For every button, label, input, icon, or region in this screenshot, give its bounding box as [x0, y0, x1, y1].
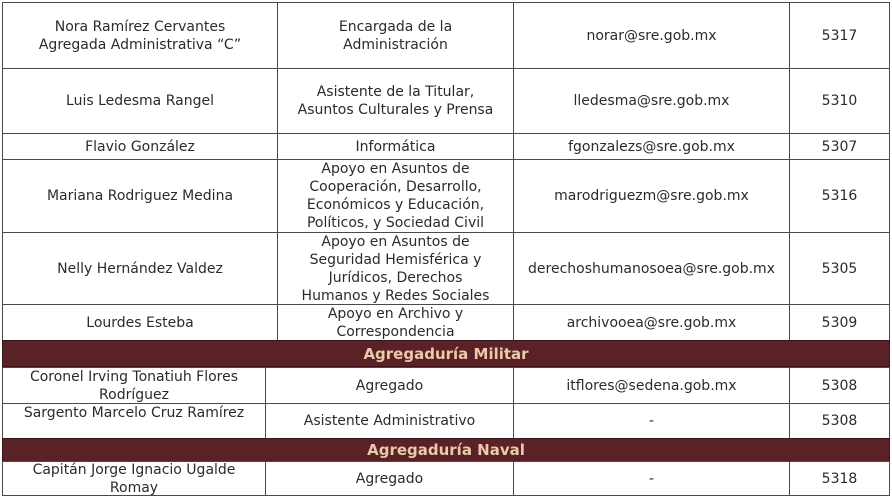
name-cell [2, 68, 278, 134]
section-header-naval [2, 438, 890, 462]
name-text: Nora Ramírez Cervantes Agregada Administrativa “C” [38, 18, 242, 53]
role-text: Asistente de la Titular, Asuntos Culturales y Prensa [297, 84, 494, 118]
extension-text: 5309 [821, 314, 858, 331]
email-text: archivooea@sre.gob.mx [566, 314, 737, 331]
email-text: norar@sre.gob.mx [586, 27, 717, 44]
extension-text: 5308 [821, 377, 858, 394]
name-text: Lourdes Esteba [86, 314, 194, 331]
role-cell [277, 68, 514, 134]
email-cell [513, 159, 790, 233]
name-cell [2, 461, 266, 496]
extension-text: 5305 [821, 260, 858, 277]
extension-cell [789, 159, 890, 233]
extension-cell [789, 367, 890, 404]
role-cell [277, 159, 514, 233]
email-text: itflores@sedena.gob.mx [566, 377, 737, 394]
section-title: Agregaduría Militar [363, 344, 529, 363]
name-text: Luis Ledesma Rangel [66, 93, 214, 109]
role-text: Agregado [355, 377, 424, 394]
extension-cell [789, 403, 890, 439]
extension-cell [789, 68, 890, 134]
role-text: Encargada de la Administración [338, 18, 453, 53]
name-cell [2, 159, 278, 233]
email-text: - [648, 413, 655, 429]
role-text: Apoyo en Asuntos de Seguridad Hemisférica y Jurídicos, Derechos Humanos y Redes Sociales [301, 233, 490, 304]
extension-cell [789, 304, 890, 341]
role-text: Apoyo en Archivo y Correspondencia [327, 305, 464, 340]
role-cell [277, 2, 514, 69]
email-text: lledesma@sre.gob.mx [573, 93, 730, 109]
name-cell [2, 403, 266, 439]
role-cell [265, 403, 514, 439]
name-cell [2, 304, 278, 341]
email-text: - [648, 470, 655, 487]
role-cell [277, 232, 514, 305]
name-cell [2, 367, 266, 404]
section-header-military [2, 340, 890, 367]
email-cell [513, 2, 790, 69]
email-cell [513, 461, 790, 496]
email-cell [513, 68, 790, 134]
email-cell [513, 304, 790, 341]
role-cell [265, 367, 514, 404]
email-cell [513, 403, 790, 439]
name-text: Sargento Marcelo Cruz Ramírez [23, 405, 245, 421]
name-text: Nelly Hernández Valdez [57, 260, 223, 277]
extension-cell [789, 133, 890, 160]
email-cell [513, 232, 790, 305]
name-text: Coronel Irving Tonatiuh Flores Rodríguez [29, 368, 239, 403]
extension-text: 5307 [821, 138, 858, 155]
role-text: Apoyo en Asuntos de Cooperación, Desarrollo, Económicos y Educación, Políticos, y Sociedad Civil [306, 161, 485, 231]
role-cell [277, 133, 514, 160]
name-text: Capitán Jorge Ignacio Ugalde Romay [32, 461, 236, 496]
extension-text: 5310 [821, 93, 858, 109]
extension-text: 5318 [821, 470, 858, 487]
email-text: fgonzalezs@sre.gob.mx [568, 138, 735, 155]
role-text: Informática [355, 138, 436, 155]
role-text: Asistente Administrativo [303, 413, 476, 429]
email-cell [513, 133, 790, 160]
extension-cell [789, 232, 890, 305]
extension-cell [789, 461, 890, 496]
extension-text: 5317 [821, 27, 858, 44]
role-cell [265, 461, 514, 496]
name-text: Flavio González [85, 138, 195, 155]
extension-text: 5308 [821, 413, 858, 429]
email-text: derechoshumanosoea@sre.gob.mx [528, 260, 775, 277]
extension-cell [789, 2, 890, 69]
extension-text: 5316 [821, 188, 858, 204]
email-text: marodriguezm@sre.gob.mx [554, 188, 749, 204]
name-cell [2, 232, 278, 305]
role-text: Agregado [355, 470, 424, 487]
email-cell [513, 367, 790, 404]
name-cell [2, 2, 278, 69]
name-cell [2, 133, 278, 160]
section-title: Agregaduría Naval [367, 441, 525, 459]
role-cell [277, 304, 514, 341]
name-text: Mariana Rodriguez Medina [46, 188, 234, 204]
